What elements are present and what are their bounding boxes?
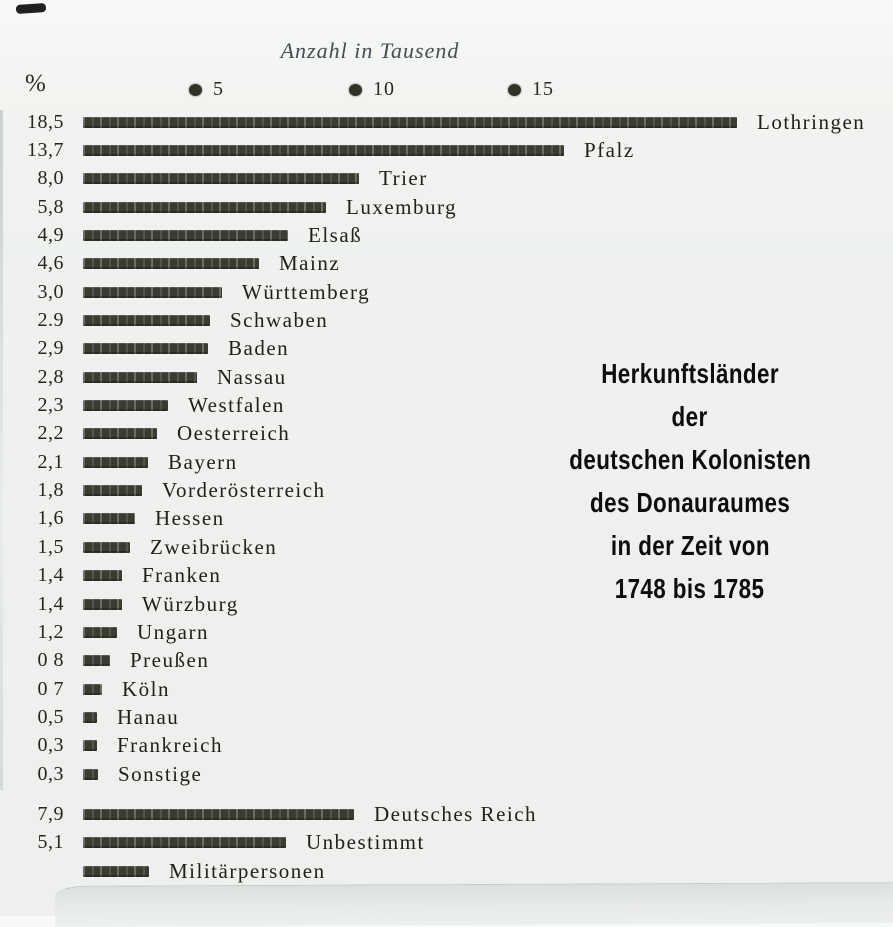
scale-tick-label: 15 <box>532 78 554 100</box>
title-line: 1748 bis 1785 <box>615 573 765 604</box>
row-value: 3,0 <box>37 280 64 303</box>
scale-tick <box>508 78 554 101</box>
row-label: Preußen <box>130 648 210 673</box>
chart-row <box>0 760 893 788</box>
bar <box>83 513 135 524</box>
bar <box>83 457 148 468</box>
row-value: 1,4 <box>37 564 64 587</box>
row-label: Bayern <box>168 449 238 474</box>
chart-row <box>0 278 893 306</box>
scale-tick <box>189 78 224 101</box>
scale-dot-icon <box>189 84 202 96</box>
row-label: Köln <box>122 676 170 701</box>
bar <box>83 315 210 326</box>
row-value: 0,3 <box>37 734 64 757</box>
bar <box>83 712 97 723</box>
row-label: Luxemburg <box>346 194 458 219</box>
row-label: Lothringen <box>757 109 866 134</box>
row-label: Würzburg <box>142 591 239 616</box>
bar <box>83 287 222 298</box>
row-label: Militärpersonen <box>169 858 326 883</box>
row-label: Baden <box>228 336 290 361</box>
row-label: Franken <box>142 563 222 588</box>
row-value: 2,1 <box>37 450 64 473</box>
row-label: Mainz <box>279 251 341 276</box>
row-value: 5,1 <box>37 831 64 854</box>
bar <box>83 202 326 213</box>
row-label: Unbestimmt <box>306 830 425 855</box>
bar <box>83 258 259 269</box>
bar <box>83 570 122 581</box>
bar <box>83 428 157 439</box>
row-label: Frankreich <box>117 733 223 758</box>
scale-dot-icon <box>508 84 521 96</box>
chart-unit-title: Anzahl in Tausend <box>280 38 460 63</box>
chart-row <box>0 618 893 646</box>
scan-ink-mark <box>16 3 47 14</box>
chart-row <box>0 732 893 760</box>
scan-bottom-edge <box>55 882 893 927</box>
bar <box>83 655 110 666</box>
row-label: Hessen <box>155 506 225 531</box>
bar <box>83 542 130 553</box>
chart-row <box>0 800 893 828</box>
row-label: Oesterreich <box>177 421 291 446</box>
title-line: des Donauraumes <box>589 487 791 518</box>
chart-main-title <box>535 352 845 610</box>
bar <box>83 485 142 496</box>
row-label: Deutsches Reich <box>374 801 538 826</box>
row-value: 0 7 <box>37 677 64 700</box>
chart-row <box>0 165 893 193</box>
bar <box>83 837 286 848</box>
chart-row <box>0 250 893 278</box>
row-value: 0,3 <box>37 762 64 785</box>
row-label: Nassau <box>217 364 287 389</box>
percent-column-header: % <box>25 70 47 97</box>
row-value: 2.9 <box>37 309 64 332</box>
title-line: in der Zeit von <box>610 530 770 561</box>
title-line: der <box>671 401 709 432</box>
row-label: Trier <box>379 166 428 191</box>
row-label: Württemberg <box>242 279 371 304</box>
chart-row <box>0 221 893 249</box>
row-value: 8,0 <box>37 167 64 190</box>
row-label: Pfalz <box>584 138 635 163</box>
row-value: 13,7 <box>27 139 64 162</box>
bar <box>83 627 117 638</box>
chart-row <box>0 193 893 221</box>
row-value: 5,8 <box>37 195 64 218</box>
bar <box>83 117 737 128</box>
scale-dot-icon <box>349 84 362 96</box>
bar <box>83 866 149 877</box>
bar <box>83 809 354 820</box>
chart-row <box>0 675 893 703</box>
chart-row <box>0 703 893 731</box>
chart-row <box>0 306 893 334</box>
row-value: 2,3 <box>37 394 64 417</box>
chart-row <box>0 647 893 675</box>
row-value: 1,8 <box>37 479 64 502</box>
row-label: Westfalen <box>188 393 285 418</box>
row-value: 1,2 <box>37 620 64 643</box>
bar <box>83 230 288 241</box>
row-value: 1,5 <box>37 535 64 558</box>
row-label: Schwaben <box>230 308 329 333</box>
title-line: Herkunftsländer <box>601 358 779 389</box>
row-value: 0,5 <box>37 705 64 728</box>
bar <box>83 400 168 411</box>
bar <box>83 343 208 354</box>
chart-row <box>0 136 893 164</box>
row-value: 7,9 <box>37 802 64 825</box>
row-label: Sonstige <box>118 761 203 786</box>
bar <box>83 173 359 184</box>
row-label: Zweibrücken <box>150 534 278 559</box>
bar <box>83 372 197 383</box>
title-line: deutschen Kolonisten <box>569 444 811 475</box>
row-value: 1,6 <box>37 507 64 530</box>
row-value: 18,5 <box>27 110 64 133</box>
bar <box>83 145 564 156</box>
chart-row <box>0 829 893 857</box>
bar <box>83 769 98 780</box>
bar <box>83 684 102 695</box>
scale-tick-label: 10 <box>373 78 395 100</box>
scale-tick <box>349 78 395 101</box>
chart-row <box>0 857 893 885</box>
row-value: 2,8 <box>37 365 64 388</box>
row-label: Vorderösterreich <box>162 478 326 503</box>
bar <box>83 599 122 610</box>
row-value: 0 8 <box>37 649 64 672</box>
row-value: 2,2 <box>37 422 64 445</box>
bar <box>83 740 97 751</box>
row-label: Ungarn <box>137 619 209 644</box>
row-label: Elsaß <box>308 223 363 248</box>
row-value: 1,4 <box>37 592 64 615</box>
chart-row <box>0 108 893 136</box>
scale-tick-label: 5 <box>213 78 224 100</box>
row-value: 4,6 <box>37 252 64 275</box>
row-value: 4,9 <box>37 224 64 247</box>
row-value: 2,9 <box>37 337 64 360</box>
row-label: Hanau <box>117 704 180 729</box>
